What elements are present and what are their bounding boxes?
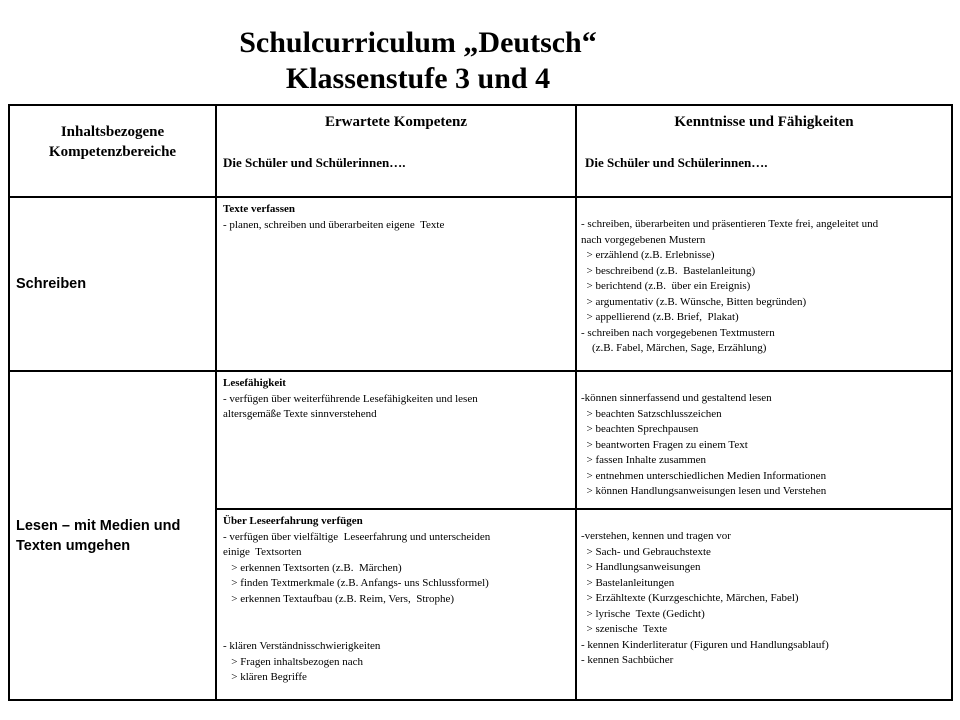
competence-cell	[216, 509, 576, 700]
text-line: > lyrische Texte (Gedicht)	[581, 607, 705, 620]
table-header-row	[9, 105, 952, 197]
text-line: > Sach- und Gebrauchstexte	[581, 545, 711, 558]
skills-lines	[581, 391, 948, 500]
competence-cell	[216, 197, 576, 371]
area-schreiben: Schreiben	[9, 197, 216, 371]
table-row	[9, 371, 952, 509]
competence-lines	[223, 218, 570, 234]
text-line: > erkennen Textsorten (z.B. Märchen)	[223, 561, 402, 574]
text-line: - verfügen über weiterführende Lesefähigkeiten und lesen	[223, 392, 478, 405]
column-header-areas: Inhaltsbezogene Kompetenzbereiche	[9, 105, 216, 197]
text-line: - planen, schreiben und überarbeiten eigene Texte	[223, 218, 445, 231]
text-line: > erkennen Textaufbau (z.B. Reim, Vers, Strophe)	[223, 592, 455, 605]
competence-lines	[223, 392, 570, 423]
curriculum-table	[8, 104, 953, 701]
text-line: > szenische Texte	[581, 623, 668, 635]
skills-lines	[581, 217, 948, 357]
text-line: > appellierend (z.B. Brief, Plakat)	[581, 311, 739, 323]
text-line: > beantworten Fragen zu einem Text	[581, 438, 748, 451]
competence-lines-b	[223, 639, 570, 686]
skills-lines	[581, 529, 948, 669]
column-header-competence	[216, 105, 576, 197]
column-header-skills	[576, 105, 952, 197]
text-line: > Fragen inhaltsbezogen nach	[223, 655, 363, 668]
table-row	[9, 197, 952, 371]
text-line: > klären Begriffe	[223, 671, 307, 683]
text-line: einige Textsorten	[223, 546, 302, 558]
area-lesen: Lesen – mit Medien und Texten umgehen	[9, 371, 216, 700]
text-line: > argumentativ (z.B. Wünsche, Bitten begründen)	[581, 295, 807, 308]
skills-cell	[576, 371, 952, 509]
skills-cell	[576, 197, 952, 371]
text-line: > finden Textmerkmale (z.B. Anfangs- uns Schlussformel)	[223, 577, 489, 589]
text-line: > können Handlungsanweisungen lesen und Verstehen	[581, 485, 827, 497]
competence-title: Texte verfassen	[223, 203, 295, 215]
text-line: > fassen Inhalte zusammen	[581, 454, 707, 466]
competence-lines	[223, 530, 570, 608]
text-line: -verstehen, kennen und tragen vor	[581, 530, 731, 542]
page-subtitle: Klassenstufe 3 und 4	[285, 62, 551, 95]
column-header-skills-sub: Die Schüler und Schülerinnen….	[585, 155, 768, 170]
text-line: > berichtend (z.B. über ein Ereignis)	[581, 280, 751, 292]
page-title: Schulcurriculum „Deutsch“	[239, 26, 597, 59]
skills-cell	[576, 509, 952, 700]
competence-title: Über Leseerfahrung verfügen	[223, 515, 363, 527]
text-line: - klären Verständnisschwierigkeiten	[223, 640, 381, 652]
text-line: - verfügen über vielfältige Leseerfahrung und unterscheiden	[223, 530, 491, 543]
text-line: - kennen Sachbücher	[581, 654, 674, 666]
text-line: > entnehmen unterschiedlichen Medien Informationen	[581, 469, 827, 482]
text-line: (z.B. Fabel, Märchen, Sage, Erzählung)	[581, 342, 767, 354]
text-line: - kennen Kinderliteratur (Figuren und Handlungsablauf)	[581, 638, 829, 651]
text-line: > Handlungsanweisungen	[581, 561, 701, 573]
text-line: > Erzähltexte (Kurzgeschichte, Märchen, Fabel)	[581, 592, 799, 604]
competence-cell	[216, 371, 576, 509]
column-header-competence-sub: Die Schüler und Schülerinnen….	[223, 155, 406, 170]
text-line: > beachten Satzschlusszeichen	[581, 407, 722, 420]
text-line: - schreiben nach vorgegebenen Textmustern	[581, 326, 775, 339]
text-line: nach vorgegebenen Mustern	[581, 233, 706, 246]
column-header-competence-title: Erwartete Kompetenz	[324, 114, 468, 130]
text-line: > beschreibend (z.B. Bastelanleitung)	[581, 264, 756, 277]
text-line: - schreiben, überarbeiten und präsentieren Texte frei, angeleitet und	[581, 218, 879, 230]
text-line: > erzählend (z.B. Erlebnisse)	[581, 249, 715, 261]
competence-title: Lesefähigkeit	[223, 377, 286, 389]
text-line: -können sinnerfassend und gestaltend lesen	[581, 392, 772, 404]
text-line: altersgemäße Texte sinnverstehend	[223, 408, 377, 420]
text-line: > Bastelanleitungen	[581, 576, 675, 589]
column-header-skills-title: Kenntnisse und Fähigkeiten	[674, 114, 854, 130]
text-line: > beachten Sprechpausen	[581, 423, 699, 435]
